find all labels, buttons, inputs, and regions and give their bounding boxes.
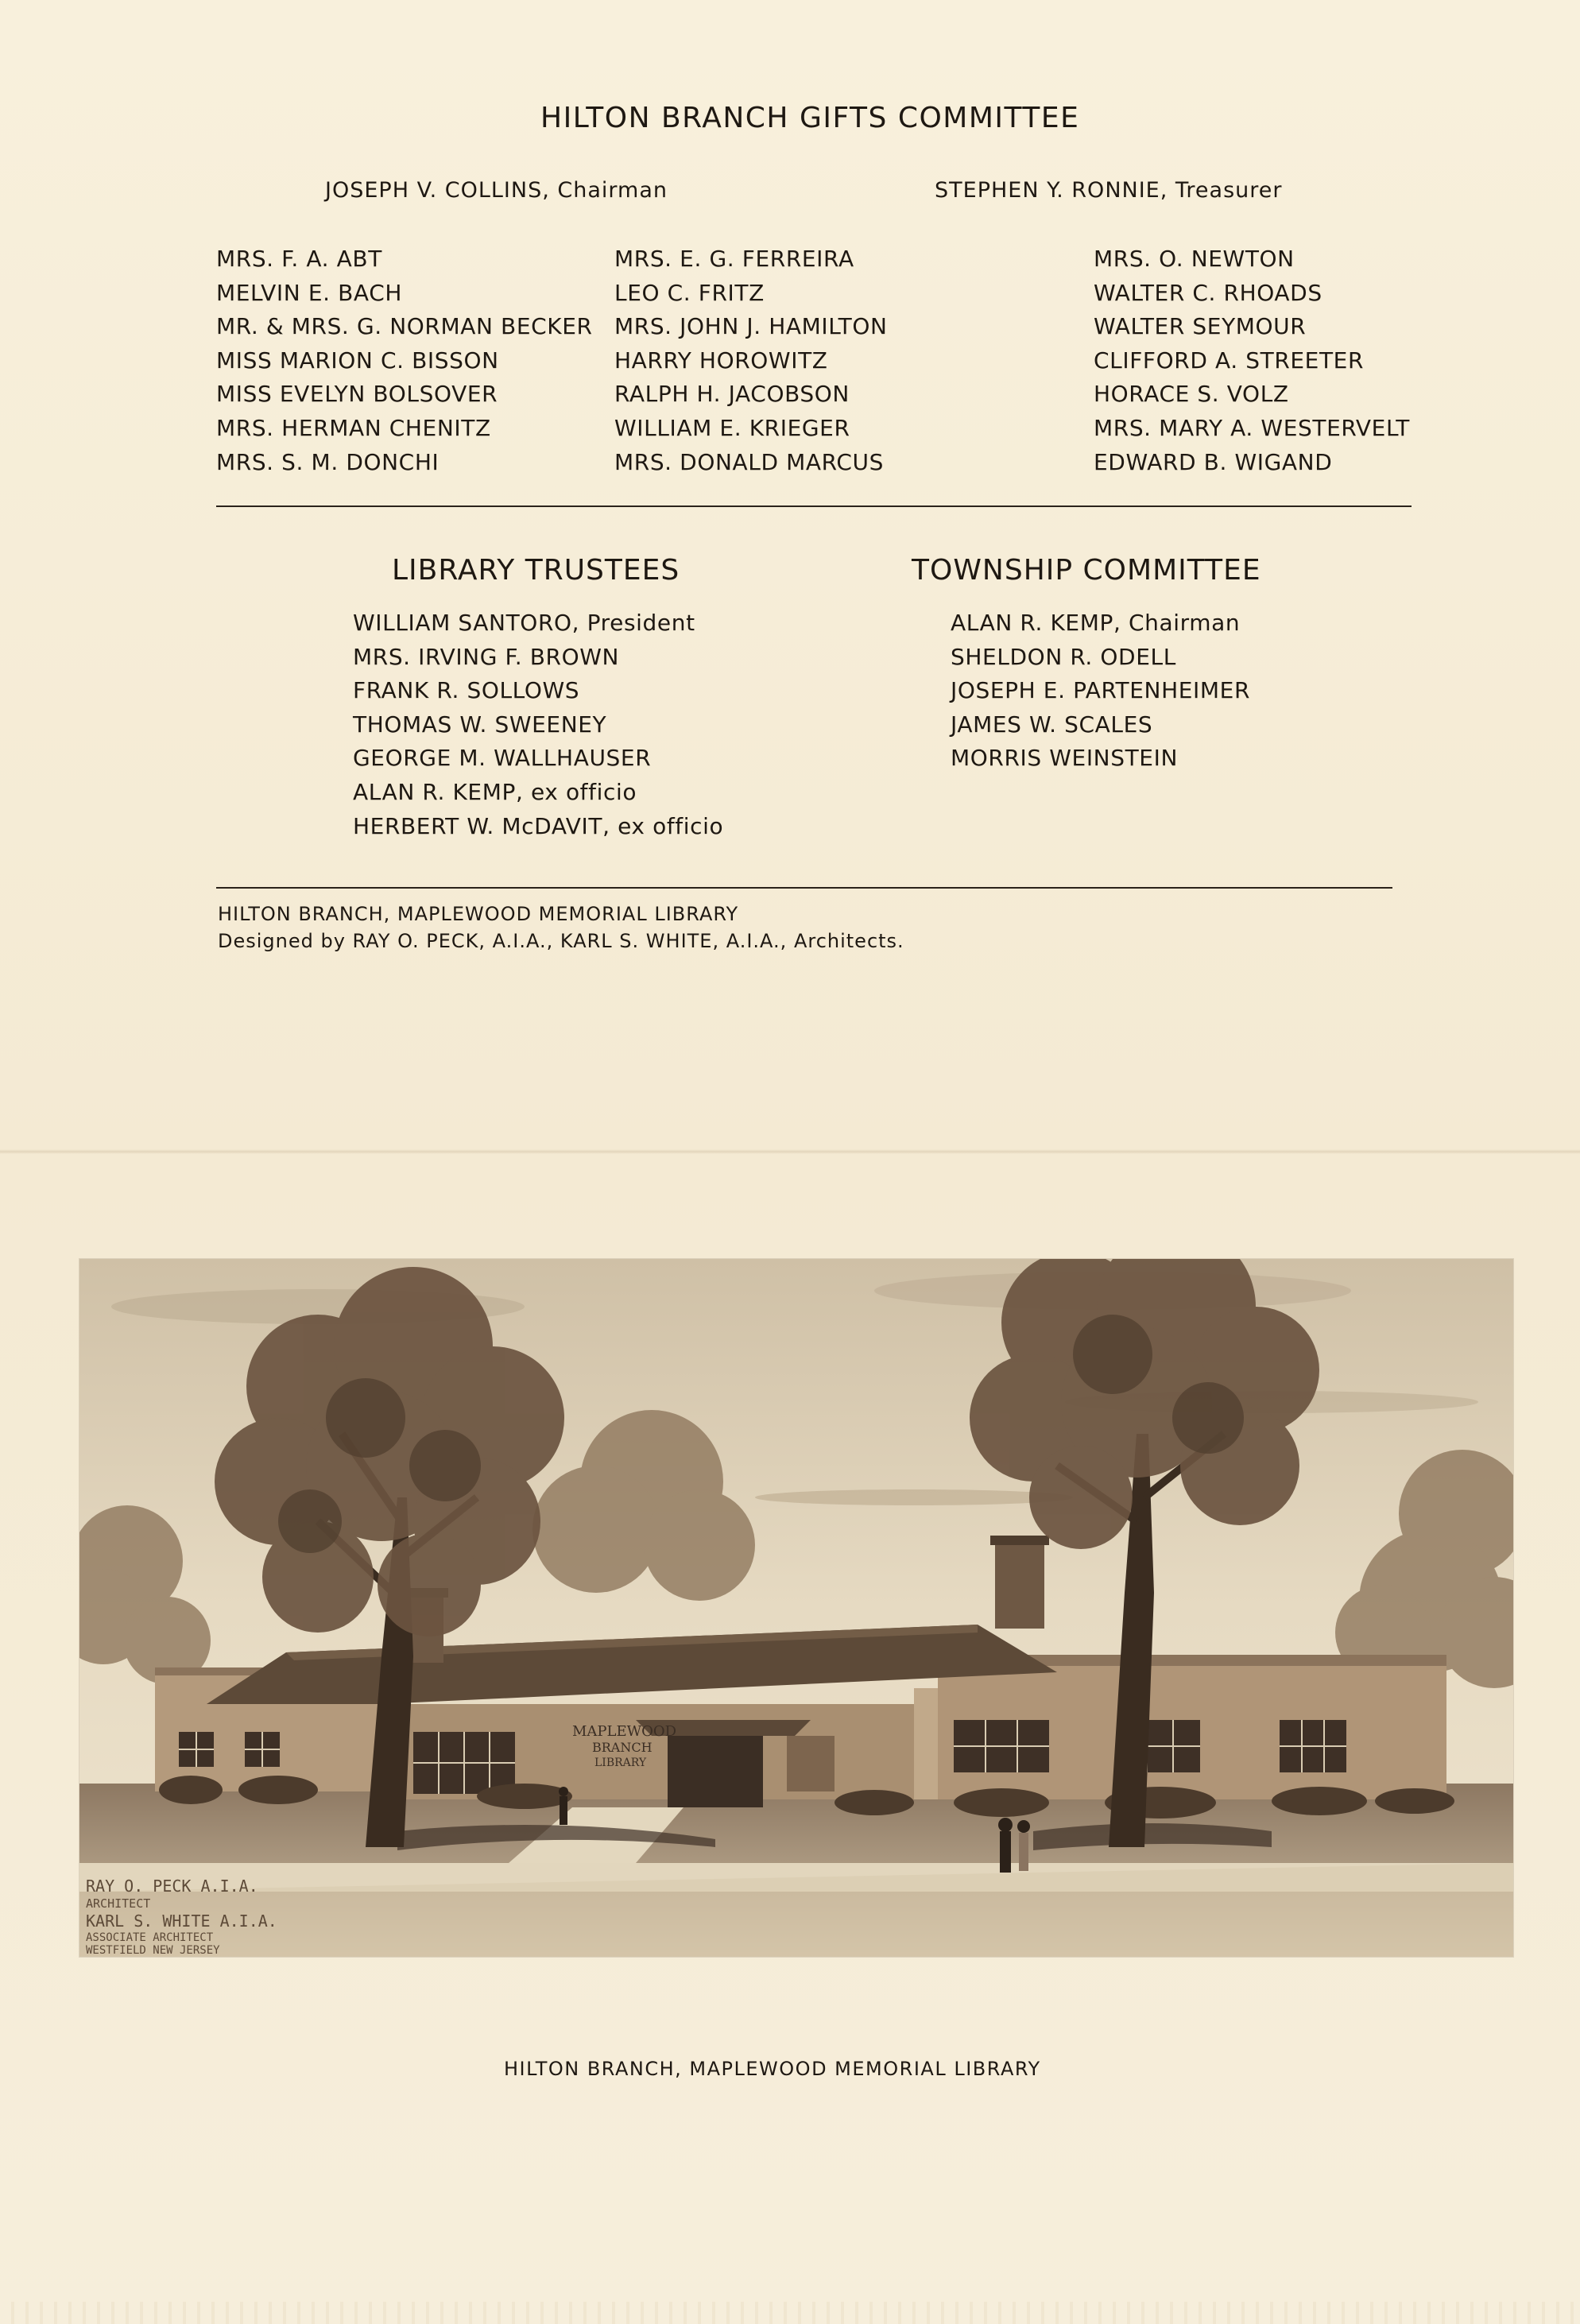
- trustee: MRS. IRVING F. BROWN: [353, 643, 620, 670]
- township-title: TOWNSHIP COMMITTEE: [912, 554, 1261, 587]
- signature-line-5: WESTFIELD NEW JERSEY: [86, 1944, 220, 1957]
- committee-member: MRS. S. M. DONCHI: [216, 448, 440, 475]
- committee-member: MRS. O. NEWTON: [1094, 246, 1295, 272]
- signature-line-4: ASSOCIATE ARCHITECT: [86, 1931, 214, 1944]
- township-member: SHELDON R. ODELL: [951, 643, 1176, 670]
- committee-member: MRS. MARY A. WESTERVELT: [1094, 414, 1410, 441]
- building-sign-line-2: BRANCH: [592, 1740, 653, 1755]
- committee-member: MELVIN E. BACH: [216, 279, 402, 306]
- committee-member: MISS EVELYN BOLSOVER: [216, 381, 498, 408]
- chimney-right: [995, 1541, 1044, 1629]
- committee-member: MRS. F. A. ABT: [216, 246, 382, 272]
- trustees-list: [353, 606, 723, 843]
- signature-line-3: KARL S. WHITE A.I.A.: [86, 1911, 277, 1931]
- chairman-line: JOSEPH V. COLLINS, Chairman: [325, 178, 668, 203]
- credit-divider: [216, 887, 1392, 889]
- committee-member: RALPH H. JACOBSON: [614, 381, 850, 408]
- committee-member: MISS MARION C. BISSON: [216, 347, 499, 374]
- library-drawing-art: [79, 1259, 1513, 1957]
- gifts-committee-title: HILTON BRANCH GIFTS COMMITTEE: [540, 102, 1080, 134]
- entrance: [668, 1736, 763, 1807]
- committee-member: WILLIAM E. KRIEGER: [614, 414, 850, 441]
- committee-member: EDWARD B. WIGAND: [1094, 448, 1333, 475]
- library-drawing: [79, 1259, 1513, 1957]
- committee-member: WALTER SEYMOUR: [1094, 313, 1307, 340]
- township-member: ALAN R. KEMP, Chairman: [951, 610, 1241, 636]
- credit-line-1: HILTON BRANCH, MAPLEWOOD MEMORIAL LIBRARY: [218, 903, 739, 925]
- signature-line-2: ARCHITECT: [86, 1896, 151, 1911]
- committee-member: MRS. HERMAN CHENITZ: [216, 414, 491, 441]
- township-list: [951, 606, 1250, 776]
- building-sign-line-1: MAPLEWOOD: [572, 1723, 677, 1740]
- trustee: GEORGE M. WALLHAUSER: [353, 745, 652, 772]
- drawing-caption: HILTON BRANCH, MAPLEWOOD MEMORIAL LIBRARY: [504, 2058, 1041, 2080]
- committee-member: HARRY HOROWITZ: [614, 347, 828, 374]
- committee-member: HORACE S. VOLZ: [1094, 381, 1289, 408]
- township-member: JAMES W. SCALES: [951, 711, 1153, 738]
- committee-member: CLIFFORD A. STREETER: [1094, 347, 1365, 374]
- page-fold: [0, 1149, 1580, 1154]
- trustee: WILLIAM SANTORO, President: [353, 610, 695, 636]
- trustee: HERBERT W. McDAVIT, ex officio: [353, 812, 724, 839]
- signature-line-1: RAY O. PECK A.I.A.: [86, 1877, 258, 1896]
- building-sign-line-3: LIBRARY: [594, 1757, 647, 1769]
- trustees-title: LIBRARY TRUSTEES: [392, 554, 680, 587]
- deckle-edge: [0, 2302, 1580, 2324]
- section-divider: [216, 505, 1412, 507]
- committee-member: MRS. E. G. FERREIRA: [614, 246, 854, 272]
- committee-member: WALTER C. RHOADS: [1094, 279, 1322, 306]
- trustee: ALAN R. KEMP, ex officio: [353, 778, 637, 805]
- gifts-committee-column-1: [216, 242, 593, 479]
- committee-member: MR. & MRS. G. NORMAN BECKER: [216, 313, 593, 340]
- township-member: MORRIS WEINSTEIN: [951, 745, 1178, 772]
- committee-member: MRS. JOHN J. HAMILTON: [614, 313, 888, 340]
- gifts-committee-column-2: [614, 242, 888, 479]
- trustee: FRANK R. SOLLOWS: [353, 677, 580, 704]
- committee-member: LEO C. FRITZ: [614, 279, 765, 306]
- gifts-committee-column-3: [1094, 242, 1410, 479]
- trustee: THOMAS W. SWEENEY: [353, 711, 607, 738]
- treasurer-line: STEPHEN Y. RONNIE, Treasurer: [935, 178, 1283, 203]
- township-member: JOSEPH E. PARTENHEIMER: [951, 677, 1251, 704]
- credit-line-2: Designed by RAY O. PECK, A.I.A., KARL S. WHITE, A.I.A., Architects.: [218, 930, 904, 952]
- committee-member: MRS. DONALD MARCUS: [614, 448, 884, 475]
